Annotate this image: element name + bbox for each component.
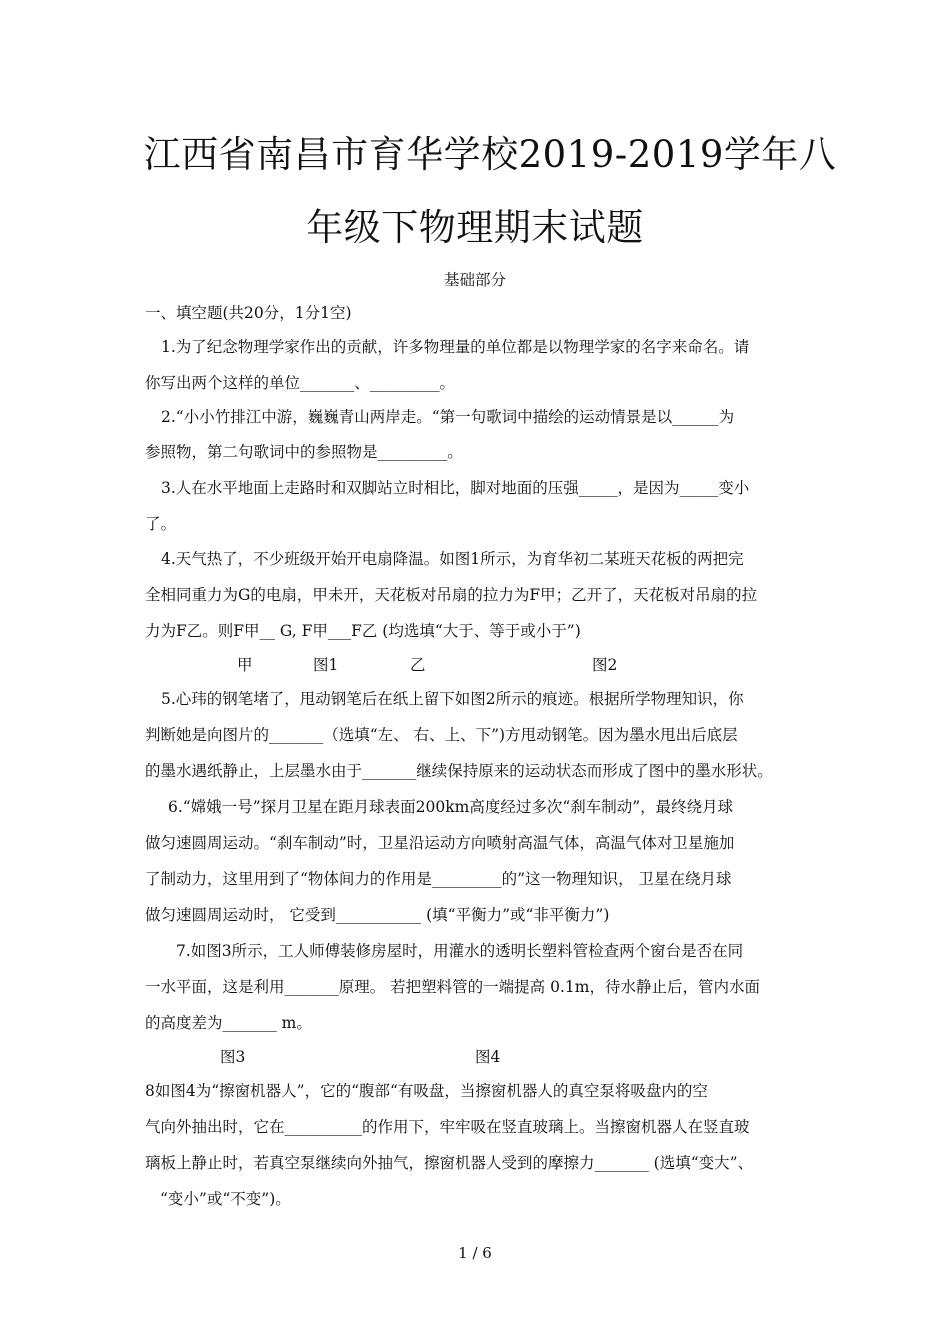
section-heading: 一、填空题(共20分，1分1空) [145, 304, 352, 322]
question-6-line-4: 做匀速圆周运动时， 它受到___________ (填“平衡力”或“非平衡力”) [145, 906, 610, 924]
question-6-line-1: 6.“嫦娥一号”探月卫星在距月球表面200km高度经过多次“刹车制动”，最终绕月球 [168, 798, 734, 816]
question-8-line-3: 璃板上静止时，若真空泵继续向外抽气，擦窗机器人受到的摩擦力_______ (选填“变大”、 [145, 1154, 754, 1172]
question-3-line-1: 3.人在水平地面上走路时和双脚站立时相比，脚对地面的压强_____，是因为_____变小 [161, 479, 750, 497]
question-7-line-2: 一水平面，这是利用_______原理。 若把塑料管的一端提高 0.1m，待水静止后，管内水面 [145, 978, 760, 996]
question-4-line-1: 4.天气热了，不少班级开始开电扇降温。如图1所示，为育华初二某班天花板的两把完 [161, 550, 744, 568]
question-6-line-3: 了制动力，这里用到了“物体间力的作用是_________的”这一物理知识， 卫星在绕月球 [145, 870, 732, 888]
figure-label-fig2: 图2 [592, 656, 618, 674]
question-1-line-1: 1.为了纪念物理学家作出的贡献，许多物理量的单位都是以物理学家的名字来命名。请 [161, 338, 750, 356]
question-6-line-2: 做匀速圆周运动。“刹车制动”时，卫星沿运动方向喷射高温气体，高温气体对卫星施加 [145, 834, 735, 852]
question-8-line-4: “变小”或“不变”)。 [160, 1190, 291, 1208]
question-4-line-3: 力为F乙。则F甲__ G, F甲___F乙 (均选填“大于、等于或小于”) [145, 622, 581, 640]
question-5-line-2: 判断她是向图片的_______（选填“左、 右、上、下”)方甩动钢笔。因为墨水甩出后底层 [145, 726, 738, 744]
document-title-line-1: 江西省南昌市育华学校2019-2019学年八 [143, 133, 837, 176]
question-5-line-3: 的墨水遇纸静止，上层墨水由于_______继续保持原来的运动状态而形成了图中的墨水形状。 [145, 762, 773, 780]
figure-label-yi: 乙 [410, 656, 426, 674]
question-8-line-1: 8如图4为“擦窗机器人”，它的“腹部“有吸盘，当擦窗机器人的真空泵将吸盘内的空 [145, 1082, 708, 1100]
figure-label-fig3: 图3 [220, 1048, 246, 1066]
question-2-line-2: 参照物，第二句歌词中的参照物是_________。 [145, 443, 463, 461]
figure-label-fig1: 图1 [313, 656, 339, 674]
figure-label-jia: 甲 [237, 656, 253, 674]
question-4-line-2: 全相同重力为G的电扇，甲未开，天花板对吊扇的拉力为F甲；乙开了，天花板对吊扇的拉 [145, 586, 758, 604]
figure-label-fig4: 图4 [475, 1048, 501, 1066]
section-subtitle: 基础部分 [443, 271, 506, 289]
document-title-line-2: 年级下物理期末试题 [306, 206, 644, 249]
question-8-line-2: 气向外抽出时，它在__________的作用下，牢牢吸在竖直玻璃上。当擦窗机器人在竖直玻 [145, 1118, 750, 1136]
question-3-line-2: 了。 [145, 515, 177, 533]
question-7-line-1: 7.如图3所示，工人师傅装修房屋时，用灌水的透明长塑料管检查两个窗台是否在同 [176, 942, 744, 960]
question-1-line-2: 你写出两个这样的单位_______、_________。 [145, 374, 456, 392]
question-2-line-1: 2.“小小竹排江中游，巍巍青山两岸走。“第一句歌词中描绘的运动情景是以______为 [161, 408, 735, 426]
question-7-line-3: 的高度差为_______ m。 [145, 1014, 312, 1032]
page-number: 1 / 6 [458, 1244, 492, 1262]
question-5-line-1: 5.心玮的钢笔堵了，甩动钢笔后在纸上留下如图2所示的痕迹。根据所学物理知识，你 [161, 690, 744, 708]
